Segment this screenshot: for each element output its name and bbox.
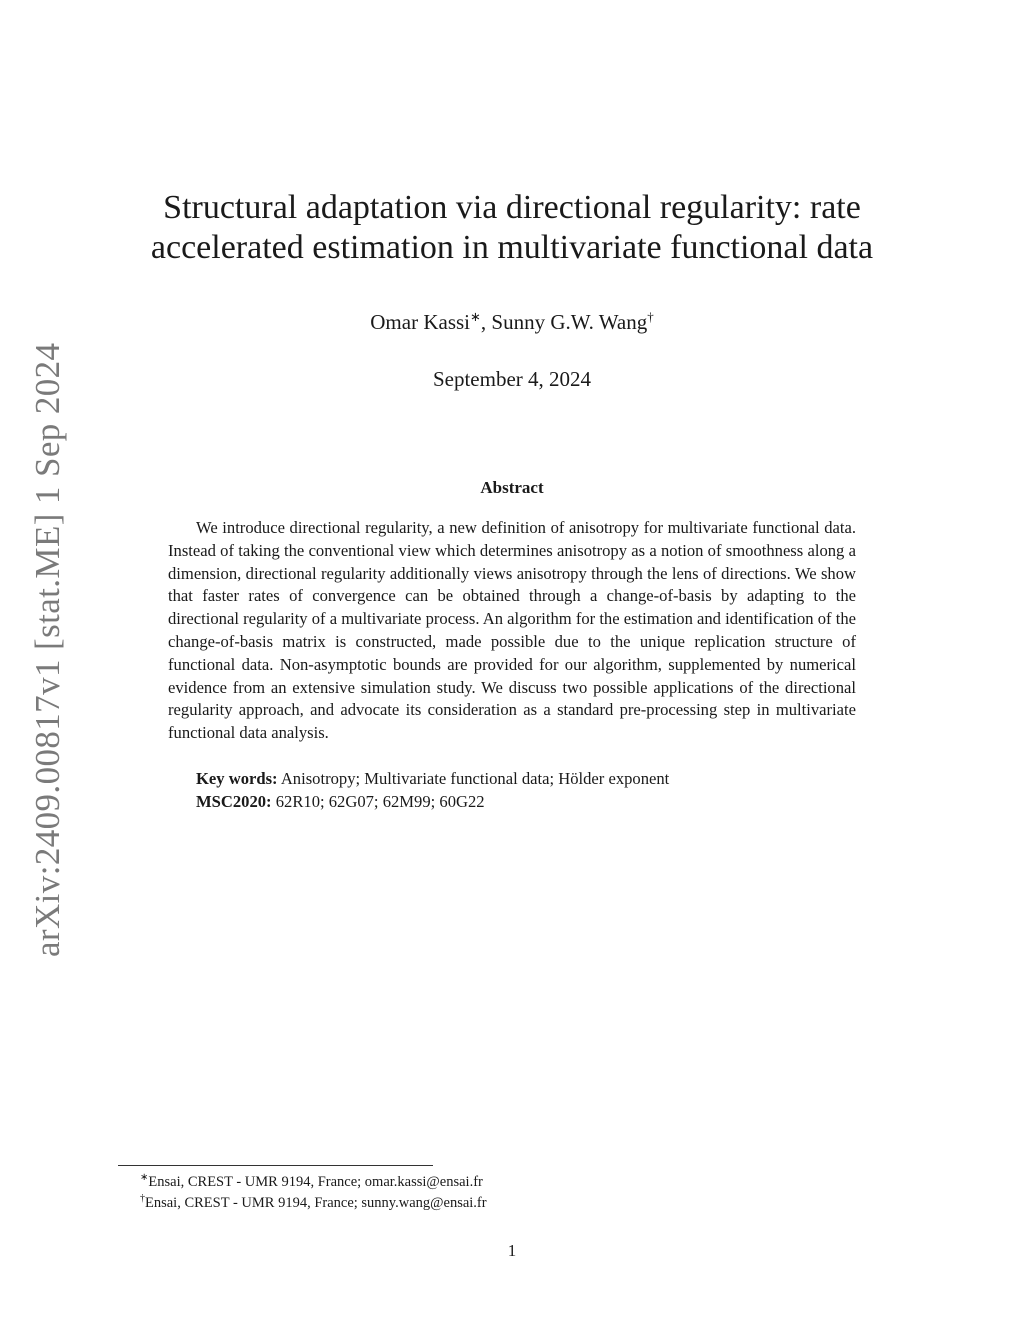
paper-title: Structural adaptation via directional regularity: rate accelerated estimation in multivariate functional data	[150, 189, 874, 266]
msc-value: 62R10; 62G07; 62M99; 60G22	[275, 792, 485, 811]
footnote-item	[140, 1172, 483, 1191]
keywords-value: Anisotropy; Multivariate functional data; Hölder exponent	[280, 769, 670, 788]
keywords-line	[196, 769, 669, 789]
footnote-mark: †	[140, 1193, 145, 1204]
footnote-item	[140, 1193, 487, 1212]
author-footnote-mark: †	[647, 309, 654, 324]
page-number: 1	[507, 1241, 517, 1260]
keywords-label: Key words:	[196, 769, 278, 788]
footnote-text: Ensai, CREST - UMR 9194, France; sunny.wang@ensai.fr	[145, 1194, 487, 1211]
abstract-heading: Abstract	[480, 478, 544, 497]
msc-label: MSC2020:	[196, 792, 272, 811]
msc-line	[196, 792, 485, 812]
footnote-divider	[118, 1165, 433, 1166]
footnote-text: Ensai, CREST - UMR 9194, France; omar.kassi@ensai.fr	[148, 1173, 483, 1190]
author-list	[200, 309, 824, 335]
author-footnote-mark: ∗	[470, 309, 481, 324]
author-separator: ,	[480, 310, 492, 334]
abstract-text: We introduce directional regularity, a new definition of anisotropy for multivariate functional data. Instead of taking the conventional view which determines anisotropy as a notion of smoothness along a dimension, directional regularity additionally views anisotropy through the lens of directions. We show that faster rates of convergence can be obtained through a change-of-basis by adapting to the directional regularity of a multivariate process. An algorithm for the estimation and identification of the change-of-basis matrix is constructed, made possible due to the unique replication structure of functional data. Non-asymptotic bounds are provided for our algorithm, supplemented by numerical evidence from an extensive simulation study. We discuss two possible applications of the directional regularity approach, and advocate its consideration as a standard pre-processing step in multivariate functional data analysis.	[168, 518, 856, 743]
footnote-mark: ∗	[140, 1172, 149, 1183]
author-name: Omar Kassi	[370, 310, 470, 334]
author-name: Sunny G.W. Wang	[491, 310, 648, 334]
arxiv-identifier-stamp: arXiv:2409.00817v1 [stat.ME] 1 Sep 2024	[28, 342, 67, 958]
publication-date: September 4, 2024	[432, 367, 592, 391]
